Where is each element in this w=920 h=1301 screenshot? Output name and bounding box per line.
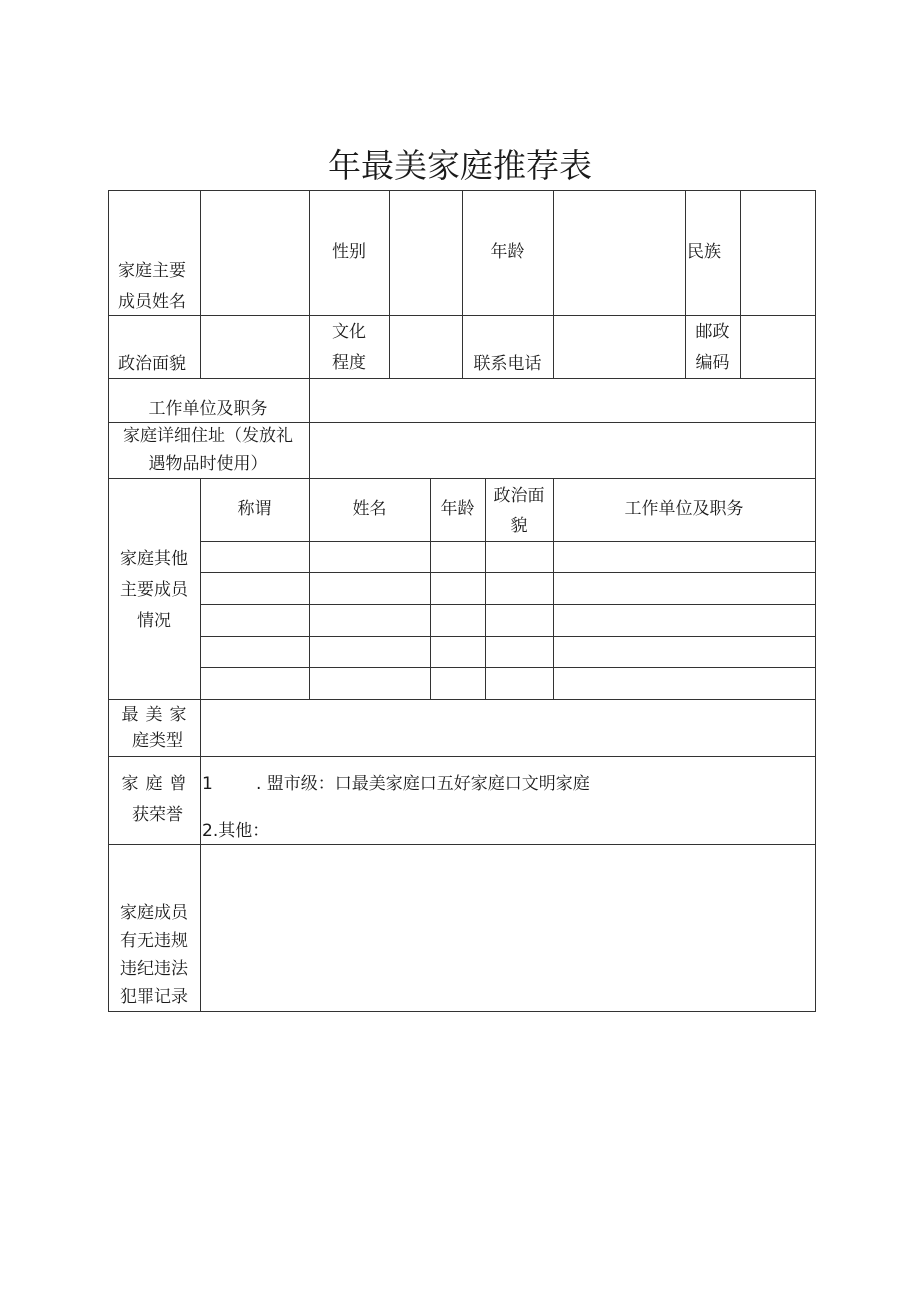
row-divider <box>200 604 816 605</box>
ethnicity-label: 民族 <box>687 242 721 262</box>
table-border-right <box>815 190 816 1012</box>
gender-label: 性别 <box>332 242 366 262</box>
table-border-bottom <box>108 1011 816 1012</box>
other-members-label: 家庭其他 主要成员 情况 <box>120 549 188 631</box>
row-divider <box>200 667 816 668</box>
postcode-label: 邮政 编码 <box>695 322 730 373</box>
column-header-relation: 称谓 <box>237 499 272 519</box>
honors-line-2-text: 2.其他： <box>202 821 270 841</box>
row-divider <box>200 636 816 637</box>
education-label: 文化 程度 <box>332 322 366 373</box>
column-divider <box>389 190 390 379</box>
column-header-name: 姓名 <box>352 499 387 519</box>
column-header-age: 年龄 <box>440 499 475 519</box>
column-header-work: 工作单位及职务 <box>624 499 744 519</box>
honors-label: 家庭曾 获荣誉 <box>121 774 194 825</box>
violation-record-label: 家庭成员 有无违规 违纪违法 犯罪记录 <box>120 903 188 1007</box>
family-type-label: 最美家 庭类型 <box>121 705 194 751</box>
row-divider <box>108 756 816 757</box>
political-status-label: 政治面貌 <box>118 354 186 374</box>
age-label: 年龄 <box>490 242 525 262</box>
column-divider <box>200 190 201 379</box>
row-divider <box>108 478 816 479</box>
address-label: 家庭详细住址（发放礼 遇物品时使用） <box>123 426 293 474</box>
honors-line-1-number: 1 <box>202 774 213 794</box>
column-divider <box>740 190 741 379</box>
honors-line-1-text: . 盟市级：口最美家庭口五好家庭口文明家庭 <box>256 774 590 794</box>
head-name-label: 家庭主要 成员姓名 <box>118 261 186 312</box>
row-divider <box>108 699 816 700</box>
column-header-political: 政治面 貌 <box>493 486 545 536</box>
page-title: 年最美家庭推荐表 <box>328 146 592 185</box>
phone-label: 联系电话 <box>473 354 542 374</box>
row-divider <box>200 541 816 542</box>
work-unit-label: 工作单位及职务 <box>148 399 268 419</box>
column-divider <box>553 190 554 379</box>
column-divider <box>309 378 310 479</box>
row-divider <box>200 572 816 573</box>
